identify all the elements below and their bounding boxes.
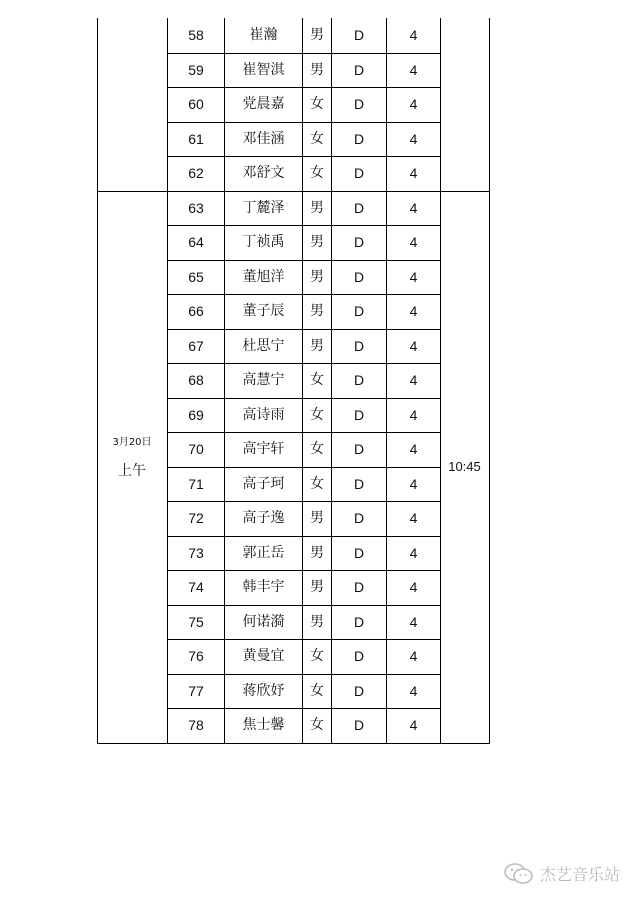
cell-level: 4 [409, 303, 418, 320]
cell-gender: 女 [310, 406, 324, 423]
wechat-icon [504, 863, 534, 885]
cell-grade: D [353, 475, 365, 492]
cell-gender: 女 [310, 165, 324, 182]
cell-grade: D [353, 130, 365, 147]
watermark-text: 杰艺音乐站 [539, 865, 620, 884]
cell-name: 崔瀚 [249, 27, 278, 44]
cell-name: 高宇轩 [242, 441, 285, 458]
cell-name: 党晨嘉 [242, 96, 285, 113]
cell-level: 4 [409, 96, 418, 113]
cell-gender: 女 [310, 648, 324, 665]
cell-no: 78 [188, 717, 204, 734]
cell-name: 高子珂 [242, 475, 285, 492]
cell-name: 韩丰宇 [242, 579, 285, 596]
cell-gender: 男 [310, 510, 324, 527]
cell-no: 74 [188, 579, 204, 596]
cell-grade: D [353, 441, 365, 458]
cell-level: 4 [409, 165, 418, 182]
cell-name: 高子逸 [242, 510, 285, 527]
cell-grade: D [353, 199, 365, 216]
cell-level: 4 [409, 579, 418, 596]
cell-no: 77 [188, 682, 204, 699]
cell-grade: D [353, 96, 365, 113]
cell-name: 高慧宁 [242, 372, 285, 389]
cell-level: 4 [409, 130, 418, 147]
cell-gender: 女 [310, 475, 324, 492]
cell-gender: 女 [310, 441, 324, 458]
cell-level: 4 [409, 475, 418, 492]
cell-grade: D [353, 579, 365, 596]
cell-grade: D [353, 648, 365, 665]
cell-gender: 女 [310, 717, 324, 734]
cell-level: 4 [409, 372, 418, 389]
cell-name: 杜思宁 [242, 337, 285, 354]
cell-level: 4 [409, 544, 418, 561]
cell-level: 4 [409, 406, 418, 423]
cell-level: 4 [409, 613, 418, 630]
cell-gender: 女 [310, 130, 324, 147]
cell-no: 59 [188, 61, 204, 78]
cell-grade: D [353, 544, 365, 561]
cell-level: 4 [409, 717, 418, 734]
watermark [504, 862, 620, 885]
cell-grade: D [353, 372, 365, 389]
cell-no: 68 [188, 372, 204, 389]
cell-level: 4 [409, 337, 418, 354]
cell-no: 62 [188, 165, 204, 182]
cell-level: 4 [409, 441, 418, 458]
cell-gender: 男 [310, 268, 324, 285]
cell-no: 69 [188, 406, 204, 423]
cell-name: 董子辰 [242, 303, 285, 320]
cell-name: 蒋欣妤 [242, 682, 285, 699]
table-vline [97, 18, 98, 743]
cell-gender: 男 [310, 27, 324, 44]
cell-gender: 男 [310, 337, 324, 354]
session-date-block [97, 433, 167, 480]
cell-no: 63 [188, 199, 204, 216]
cell-grade: D [353, 406, 365, 423]
table-vline [489, 18, 490, 743]
cell-name: 丁麓泽 [242, 199, 285, 216]
cell-name: 郭正岳 [242, 544, 285, 561]
session-date: 3月20日 [112, 436, 152, 448]
cell-name: 邓舒文 [242, 165, 285, 182]
cell-gender: 男 [310, 544, 324, 561]
cell-gender: 男 [310, 61, 324, 78]
cell-name: 何诺漪 [242, 613, 285, 630]
session-period: 上午 [118, 462, 146, 479]
cell-name: 邓佳涵 [242, 130, 285, 147]
cell-grade: D [353, 165, 365, 182]
cell-gender: 女 [310, 682, 324, 699]
cell-no: 70 [188, 441, 204, 458]
cell-no: 58 [188, 27, 204, 44]
cell-grade: D [353, 61, 365, 78]
cell-level: 4 [409, 27, 418, 44]
cell-gender: 男 [310, 613, 324, 630]
cell-grade: D [353, 613, 365, 630]
cell-gender: 男 [310, 579, 324, 596]
cell-level: 4 [409, 234, 418, 251]
cell-grade: D [353, 303, 365, 320]
cell-no: 73 [188, 544, 204, 561]
cell-gender: 女 [310, 372, 324, 389]
cell-no: 72 [188, 510, 204, 527]
cell-level: 4 [409, 648, 418, 665]
cell-no: 61 [188, 130, 204, 147]
cell-grade: D [353, 27, 365, 44]
cell-name: 董旭洋 [242, 268, 285, 285]
table-vline [440, 18, 441, 743]
cell-no: 76 [188, 648, 204, 665]
cell-no: 67 [188, 337, 204, 354]
cell-level: 4 [409, 682, 418, 699]
cell-level: 4 [409, 61, 418, 78]
cell-gender: 男 [310, 199, 324, 216]
cell-grade: D [353, 682, 365, 699]
session-time: 10:45 [448, 458, 481, 474]
cell-no: 75 [188, 613, 204, 630]
cell-no: 65 [188, 268, 204, 285]
table-hline [97, 743, 490, 744]
cell-level: 4 [409, 510, 418, 527]
cell-level: 4 [409, 199, 418, 216]
cell-grade: D [353, 717, 365, 734]
cell-gender: 女 [310, 96, 324, 113]
cell-gender: 男 [310, 234, 324, 251]
cell-no: 60 [188, 96, 204, 113]
cell-no: 64 [188, 234, 204, 251]
cell-grade: D [353, 234, 365, 251]
cell-level: 4 [409, 268, 418, 285]
cell-name: 丁祯禹 [242, 234, 285, 251]
cell-grade: D [353, 268, 365, 285]
cell-name: 焦士馨 [242, 717, 285, 734]
cell-name: 崔智淇 [242, 61, 285, 78]
cell-grade: D [353, 510, 365, 527]
cell-no: 66 [188, 303, 204, 320]
cell-name: 高诗雨 [242, 406, 285, 423]
cell-name: 黄曼宜 [242, 648, 285, 665]
cell-no: 71 [188, 475, 204, 492]
cell-gender: 男 [310, 303, 324, 320]
cell-grade: D [353, 337, 365, 354]
